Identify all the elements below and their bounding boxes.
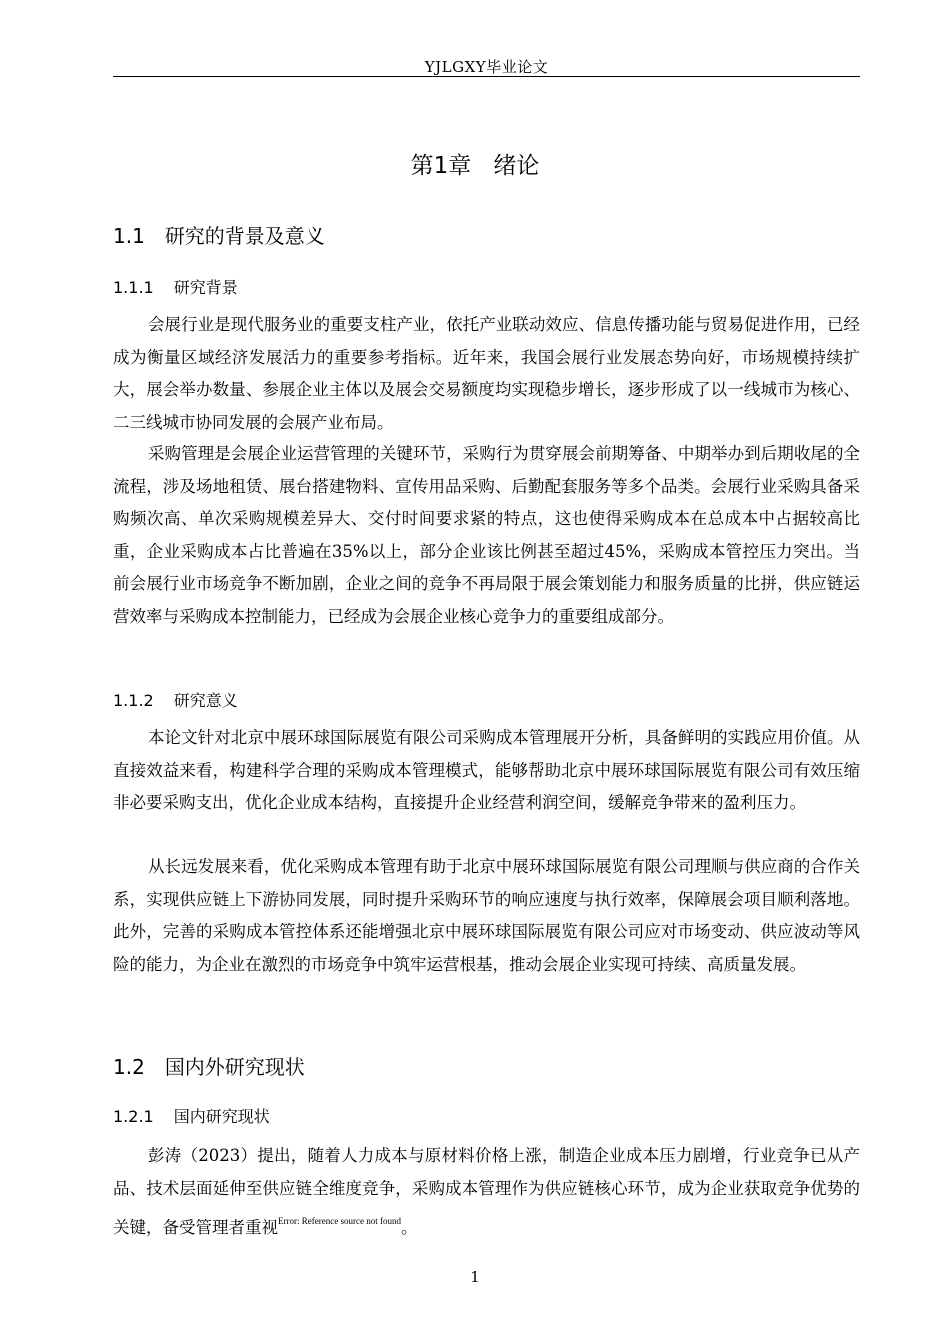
section-number: 1.2	[113, 1055, 145, 1079]
subsection-number: 1.1.1	[113, 278, 154, 297]
section-number: 1.1	[113, 224, 145, 248]
section-title: 研究的背景及意义	[164, 224, 325, 248]
subsection-heading-1-1-1	[113, 275, 238, 298]
subsection-title: 研究背景	[173, 278, 238, 297]
section-heading-1-2	[113, 1051, 305, 1080]
subsection-heading-1-1-2	[113, 688, 238, 711]
section-heading-1-1	[113, 220, 325, 249]
paragraph	[113, 1140, 860, 1245]
page-number: 1	[470, 1268, 480, 1286]
subsection-number: 1.2.1	[113, 1107, 154, 1126]
subsection-heading-1-2-1	[113, 1104, 270, 1127]
reference-error: Error: Reference source not found	[278, 1216, 401, 1226]
running-header: YJLGXY毕业论文	[424, 58, 549, 76]
paragraph-text: 彭涛（2023）提出，随着人力成本与原材料价格上涨，制造企业成本压力剧增，行业竞争已从产品、技术层面延伸至供应链全维度竞争，采购成本管理作为供应链核心环节，成为企业获取竞争优势的关键，备受管理者重视	[113, 1146, 860, 1237]
subsection-number: 1.1.2	[113, 691, 154, 710]
chapter-number: 第1章	[410, 153, 472, 179]
paragraph: 采购管理是会展企业运营管理的关键环节，采购行为贯穿展会前期筹备、中期举办到后期收尾的全流程，涉及场地租赁、展台搭建物料、宣传用品采购、后勤配套服务等多个品类。会展行业采购具备采购频次高、单次采购规模差异大、交付时间要求紧的特点，这也使得采购成本在总成本中占据较高比重，企业采购成本占比普遍在35%以上，部分企业该比例甚至超过45%，采购成本管控压力突出。当前会展行业市场竞争不断加剧，企业之间的竞争不再局限于展会策划能力和服务质量的比拼，供应链运营效率与采购成本控制能力，已经成为会展企业核心竞争力的重要组成部分。	[113, 444, 860, 626]
paragraph: 本论文针对北京中展环球国际展览有限公司采购成本管理展开分析，具备鲜明的实践应用价值。从直接效益来看，构建科学合理的采购成本管理模式，能够帮助北京中展环球国际展览有限公司有效压缩非必要采购支出，优化企业成本结构，直接提升企业经营利润空间，缓解竞争带来的盈利压力。	[113, 728, 860, 812]
chapter-title	[0, 147, 950, 180]
header-rule	[113, 76, 860, 77]
paragraph: 从长远发展来看，优化采购成本管理有助于北京中展环球国际展览有限公司理顺与供应商的合作关系，实现供应链上下游协同发展，同时提升采购环节的响应速度与执行效率，保障展会项目顺利落地。此外，完善的采购成本管控体系还能增强北京中展环球国际展览有限公司应对市场变动、供应波动等风险的能力，为企业在激烈的市场竞争中筑牢运营根基，推动会展企业实现可持续、高质量发展。	[113, 857, 860, 974]
subsection-title: 国内研究现状	[173, 1107, 270, 1126]
paragraph-end: 。	[400, 1218, 418, 1237]
subsection-title: 研究意义	[173, 691, 238, 710]
chapter-name: 绪论	[493, 153, 540, 179]
paragraph: 会展行业是现代服务业的重要支柱产业，依托产业联动效应、信息传播功能与贸易促进作用，已经成为衡量区域经济发展活力的重要参考指标。近年来，我国会展行业发展态势向好，市场规模持续扩大，展会举办数量、参展企业主体以及展会交易额度均实现稳步增长，逐步形成了以一线城市为核心、二三线城市协同发展的会展产业布局。	[113, 315, 860, 432]
section-title: 国内外研究现状	[164, 1055, 305, 1079]
